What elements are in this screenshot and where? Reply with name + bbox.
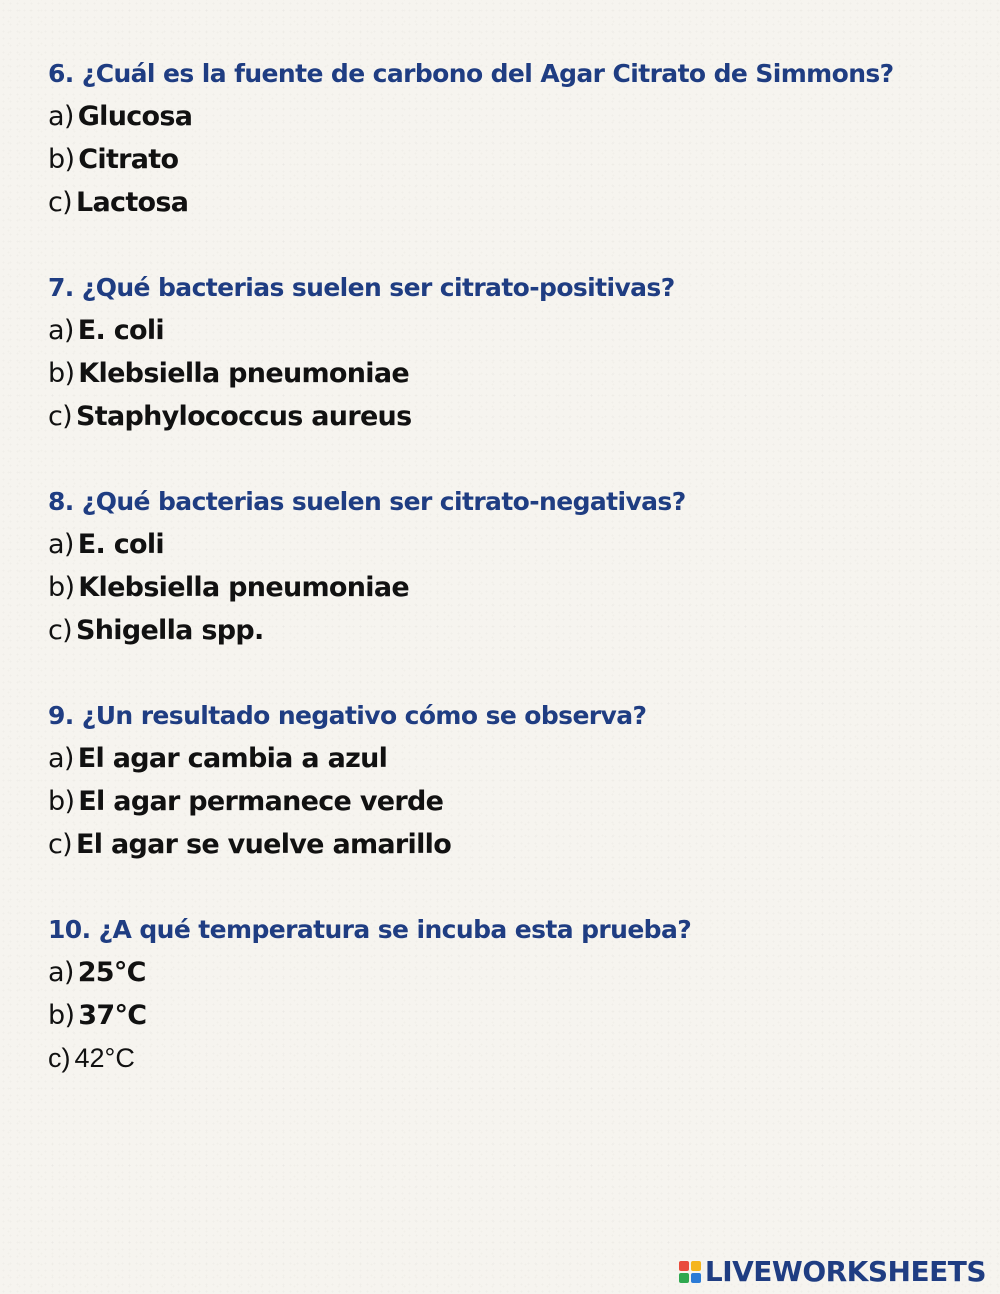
question-title: 8. ¿Qué bacterias suelen ser citrato-negativas? xyxy=(48,487,686,516)
option-text: Citrato xyxy=(78,144,179,175)
question-10 xyxy=(48,908,968,1080)
brand-name: LIVEWORKSHEETS xyxy=(704,1255,986,1288)
option-paren: ) xyxy=(64,358,75,389)
option-letter: b xyxy=(48,144,65,175)
answer-option-a[interactable] xyxy=(48,737,968,780)
question-title: 10. ¿A qué temperatura se incuba esta prueba? xyxy=(48,915,692,944)
logo-square-red xyxy=(679,1261,689,1271)
option-letter: a xyxy=(48,101,64,132)
option-text: El agar permanece verde xyxy=(78,786,444,817)
option-paren: ) xyxy=(62,187,72,218)
option-text: E. coli xyxy=(77,315,164,346)
option-text: Klebsiella pneumoniae xyxy=(78,358,409,389)
option-paren: ) xyxy=(63,743,74,774)
option-text: 37°C xyxy=(78,1000,147,1031)
option-letter: a xyxy=(48,743,64,774)
option-letter: b xyxy=(48,358,65,389)
logo-square-yellow xyxy=(691,1261,701,1271)
option-letter: a xyxy=(48,315,64,346)
answer-option-b[interactable] xyxy=(48,138,968,181)
option-letter: c xyxy=(48,401,63,432)
option-text: Glucosa xyxy=(77,101,193,132)
option-letter: b xyxy=(48,1000,65,1031)
answer-option-b[interactable] xyxy=(48,352,968,395)
option-paren: ) xyxy=(64,144,75,175)
option-paren: ) xyxy=(62,829,72,860)
answer-option-c[interactable] xyxy=(48,181,968,224)
option-text: Klebsiella pneumoniae xyxy=(78,572,409,603)
option-paren: ) xyxy=(63,315,74,346)
answer-option-a[interactable] xyxy=(48,523,968,566)
answer-option-a[interactable] xyxy=(48,951,968,994)
option-text: 25°C xyxy=(77,957,146,988)
option-letter: c xyxy=(48,615,63,646)
option-text: El agar se vuelve amarillo xyxy=(76,829,452,860)
option-letter: b xyxy=(48,786,65,817)
question-7 xyxy=(48,266,968,438)
option-paren: ) xyxy=(62,401,72,432)
logo-square-blue xyxy=(691,1273,701,1283)
option-letter: c xyxy=(48,187,63,218)
answer-option-b[interactable] xyxy=(48,994,968,1037)
question-6 xyxy=(48,52,968,224)
answer-option-c[interactable] xyxy=(48,609,968,652)
option-paren: ) xyxy=(64,572,75,603)
question-9 xyxy=(48,694,968,866)
option-text: Staphylococcus aureus xyxy=(76,401,412,432)
option-paren: ) xyxy=(62,615,72,646)
option-letter: b xyxy=(48,572,65,603)
liveworksheets-branding[interactable] xyxy=(679,1255,986,1288)
option-text: Shigella spp. xyxy=(76,615,264,646)
question-title: 9. ¿Un resultado negativo cómo se observa? xyxy=(48,701,647,730)
answer-option-a[interactable] xyxy=(48,95,968,138)
answer-option-c[interactable] xyxy=(48,1037,968,1080)
option-text: El agar cambia a azul xyxy=(77,743,388,774)
question-title: 7. ¿Qué bacterias suelen ser citrato-positivas? xyxy=(48,273,675,302)
option-letter: c xyxy=(48,829,63,860)
answer-option-b[interactable] xyxy=(48,566,968,609)
option-letter: a xyxy=(48,957,64,988)
option-paren: ) xyxy=(63,529,74,560)
answer-option-b[interactable] xyxy=(48,780,968,823)
answer-option-a[interactable] xyxy=(48,309,968,352)
answer-option-c[interactable] xyxy=(48,823,968,866)
option-paren: ) xyxy=(64,786,75,817)
option-text: 42°C xyxy=(74,1043,135,1073)
question-title: 6. ¿Cuál es la fuente de carbono del Agar Citrato de Simmons? xyxy=(48,59,894,88)
option-letter: a xyxy=(48,529,64,560)
option-text: Lactosa xyxy=(76,187,189,218)
option-paren: ) xyxy=(64,1000,75,1031)
worksheet xyxy=(48,52,968,1080)
option-text: E. coli xyxy=(77,529,164,560)
option-paren: ) xyxy=(61,1043,71,1073)
logo-square-green xyxy=(679,1273,689,1283)
liveworksheets-logo-icon xyxy=(679,1261,701,1283)
answer-option-c[interactable] xyxy=(48,395,968,438)
option-paren: ) xyxy=(63,957,74,988)
option-paren: ) xyxy=(63,101,74,132)
question-8 xyxy=(48,480,968,652)
option-letter: c xyxy=(48,1043,62,1073)
